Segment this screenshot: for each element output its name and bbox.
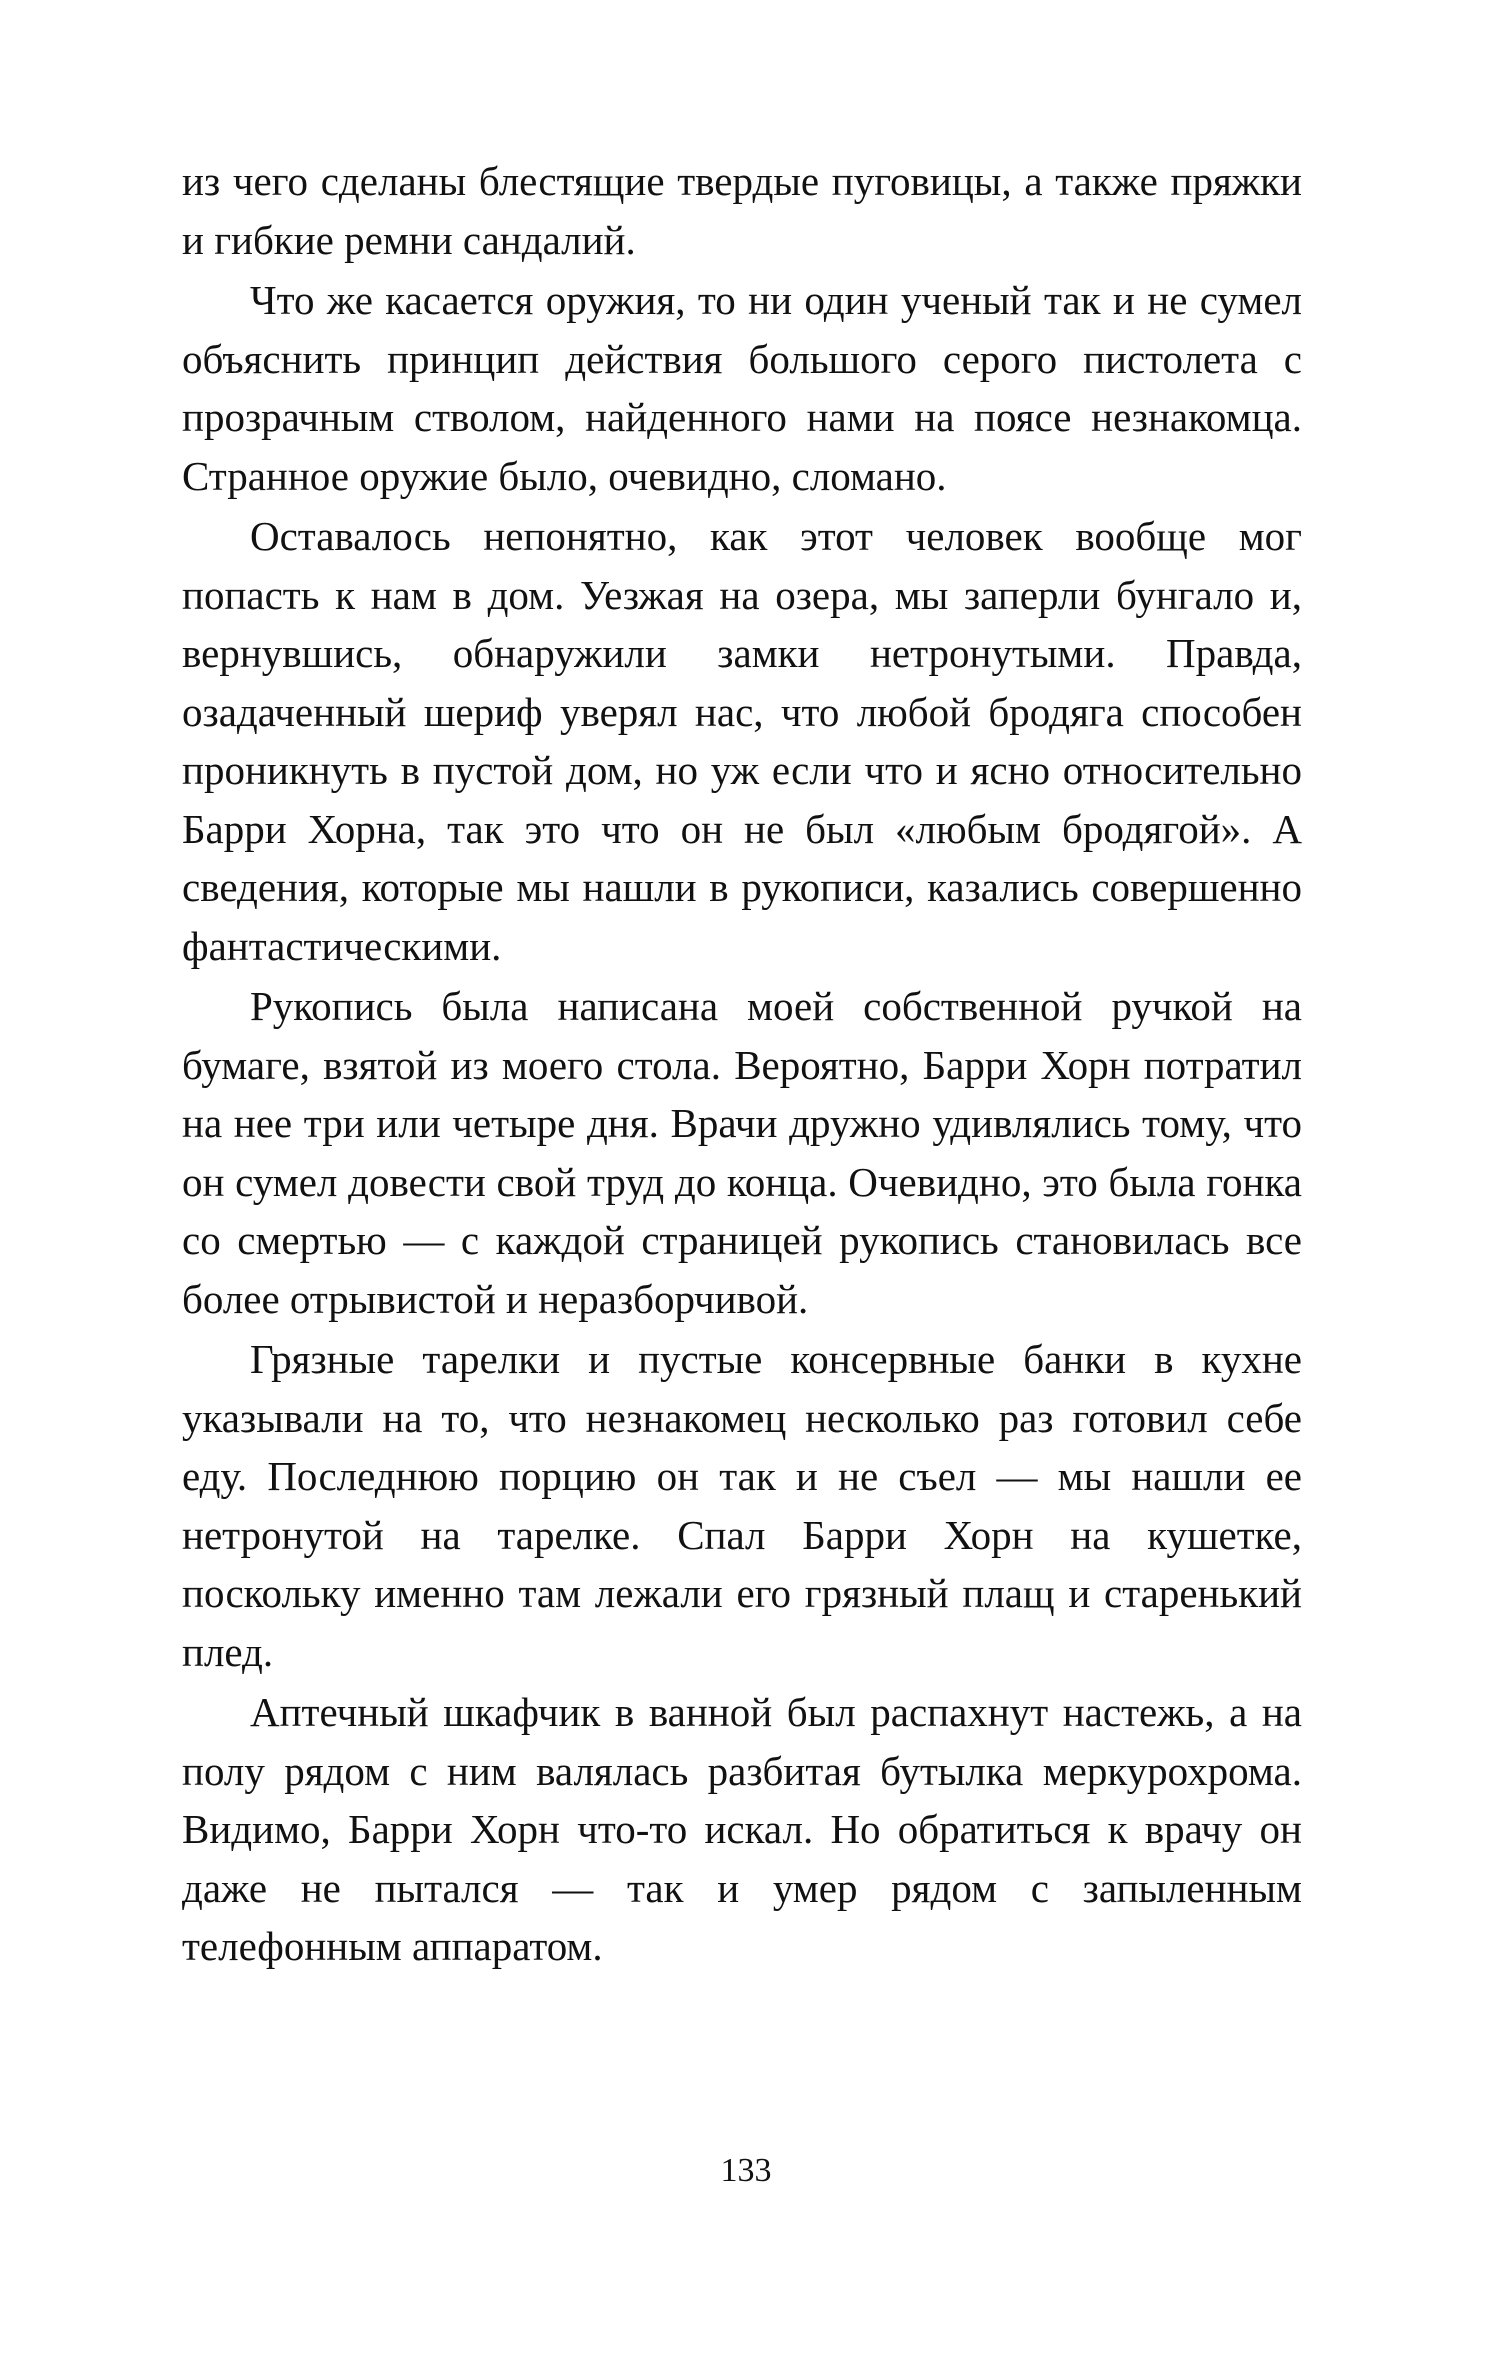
paragraph-kitchen: Грязные тарелки и пустые консервные банки в кухне указывали на то, что незнакомец несколько раз готовил себе еду. Последнюю порцию он так и не съел — мы нашли ее нетронутой на тарелке. Спал Барри Хорн на кушетке, поскольку именно там лежали его грязный плащ и старенький плед. bbox=[182, 1336, 1302, 1675]
body-text bbox=[182, 152, 1302, 1976]
paragraph-manuscript: Рукопись была написана моей собственной ручкой на бумаге, взятой из моего стола. Вероятно, Барри Хорн потратил на нее три или четыре дня. Врачи дружно удивлялись тому, что он сумел довести свой труд до конца. Очевидно, это была гонка со смертью — с каждой страницей рукопись становилась все более отрывистой и неразборчивой. bbox=[182, 983, 1302, 1322]
paragraph-weapon: Что же касается оружия, то ни один ученый так и не сумел объяснить принцип действия большого серого пистолета с прозрачным стволом, найденного нами на поясе незнакомца. Странное оружие было, очевидно, сломано. bbox=[182, 277, 1302, 499]
paragraph-continuation: из чего сделаны блестящие твердые пуговицы, а также пряжки и гибкие ремни сандалий. bbox=[182, 158, 1302, 263]
paragraph-medicine-cabinet: Аптечный шкафчик в ванной был распахнут настежь, а на полу рядом с ним валялась разбитая бутылка меркурохрома. Видимо, Барри Хорн что-то искал. Но обратиться к врачу он даже не пытался — так и умер рядом с запыленным телефонным аппаратом. bbox=[182, 1689, 1302, 1969]
page-number: 133 bbox=[720, 2152, 772, 2189]
paragraph-entry: Оставалось непонятно, как этот человек вообще мог попасть к нам в дом. Уезжая на озера, мы заперли бунгало и, вернувшись, обнаружили замки нетронутыми. Правда, озадаченный шериф уверял нас, что любой бродяга способен проникнуть в пустой дом, но уж если что и ясно относительно Барри Хорна, так это что он не был «любым бродягой». А сведения, которые мы нашли в рукописи, казались совершенно фантастическими. bbox=[182, 513, 1302, 969]
